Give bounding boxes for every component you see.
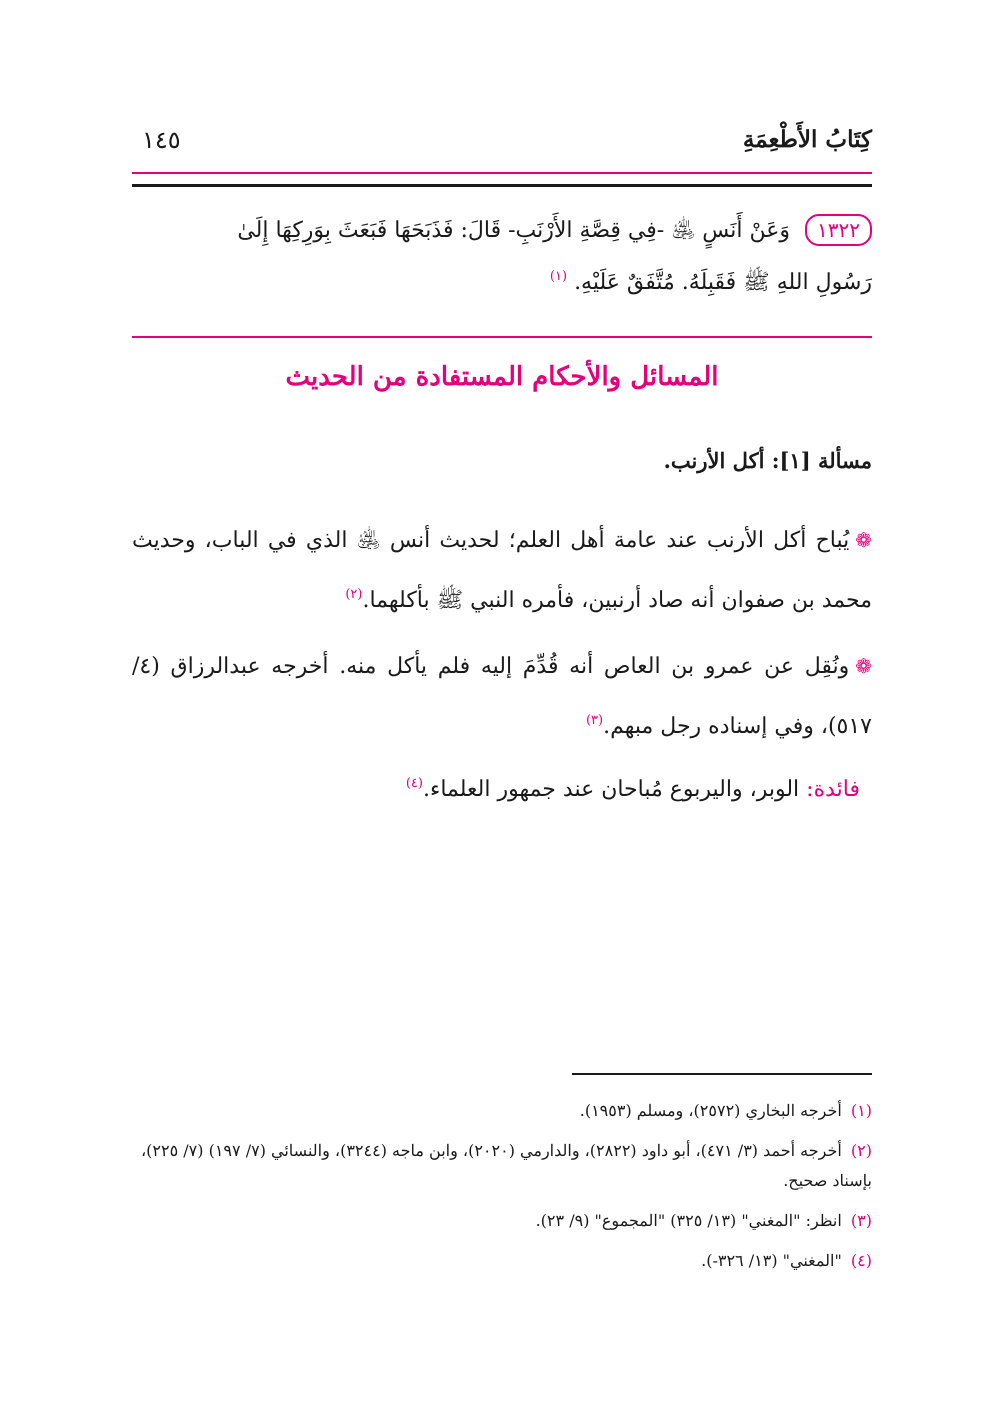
benefit-note	[132, 772, 860, 808]
footnote-label: (٣)	[850, 1211, 872, 1230]
section-heading: المسائل والأحكام المستفادة من الحديث	[285, 362, 719, 392]
benefit-label: فائدة:	[806, 777, 860, 802]
issue-heading	[132, 448, 872, 473]
footnote-ref[interactable]: (١)	[549, 269, 568, 284]
footnote-label: (٤)	[850, 1251, 872, 1270]
footnote-ref[interactable]: (٣)	[585, 713, 604, 728]
page-header	[132, 122, 872, 162]
issue-label: مسألة [١]:	[771, 448, 872, 473]
book-title: كِتَابُ الأَطْعِمَةِ	[742, 126, 872, 153]
paragraph-1-text: يُباح أكل الأرنب عند عامة أهل العلم؛ لحديث أنس ﵁ الذي في الباب، وحديث محمد بن صفوان أنه صاد أرنبين، فأمره النبي ﷺ بأكلهما.	[132, 528, 872, 613]
footnotes	[132, 1096, 872, 1286]
hadith-line-1: وَعَنْ أَنَسٍ ﵁ -فِي قِصَّةِ الأَرْنَبِ- قَالَ: فَذَبَحَهَا فَبَعَثَ بِوَرِكِهَا إِلَىٰ	[237, 218, 791, 243]
header-divider-magenta	[132, 172, 872, 174]
paragraph-2-text: ونُقِل عن عمرو بن العاص أنه قُدِّمَ إليه فلم يأكل منه. أخرجه عبدالرزاق (٤/ ٥١٧)، وفي إسناده رجل مبهم.	[132, 654, 872, 739]
paragraph-1	[132, 510, 872, 631]
footnote-ref[interactable]: (٤)	[405, 776, 423, 791]
footnote-ref[interactable]: (٢)	[345, 587, 363, 602]
footnote-text: أخرجه أحمد (٣/ ٤٧١)، أبو داود (٢٨٢٢)، والدارمي (٢٠٢٠)، وابن ماجه (٣٢٤٤)، والنسائي (٧/ ١٩٧) (٧/ ٢٢٥)، بإسناد صحيح.	[140, 1141, 872, 1190]
issue-title: أكل الأرنب.	[663, 448, 765, 473]
hadith-line-2: رَسُولِ اللهِ ﷺ فَقَبِلَهُ. مُتَّفَقٌ عَلَيْهِ.	[574, 270, 872, 295]
footnote-text: "المغني" (١٣/ ٣٢٦-).	[701, 1251, 842, 1270]
footnote-item	[132, 1096, 872, 1126]
footnote-item	[132, 1206, 872, 1236]
footnote-text: انظر: "المغني" (١٣/ ٣٢٥) "المجموع" (٩/ ٢٣).	[535, 1211, 842, 1230]
footnote-label: (٢)	[850, 1141, 872, 1160]
hadith-divider	[132, 336, 872, 338]
footnote-item	[132, 1246, 872, 1276]
benefit-text: الوبر، واليربوع مُباحان عند جمهور العلماء.	[422, 777, 800, 802]
paragraph-2	[132, 636, 872, 757]
hadith-block	[132, 205, 872, 309]
flower-bullet-icon: ❁	[855, 528, 872, 552]
footnote-label: (١)	[850, 1101, 872, 1120]
footnote-divider	[572, 1073, 872, 1075]
footnote-text: أخرجه البخاري (٢٥٧٢)، ومسلم (١٩٥٣).	[579, 1101, 842, 1120]
header-divider-black	[132, 184, 872, 187]
footnote-item	[132, 1136, 872, 1196]
hadith-number-badge: ١٣٢٢	[805, 214, 872, 246]
flower-bullet-icon: ❁	[855, 654, 872, 678]
page-number: ١٤٥	[142, 126, 181, 154]
